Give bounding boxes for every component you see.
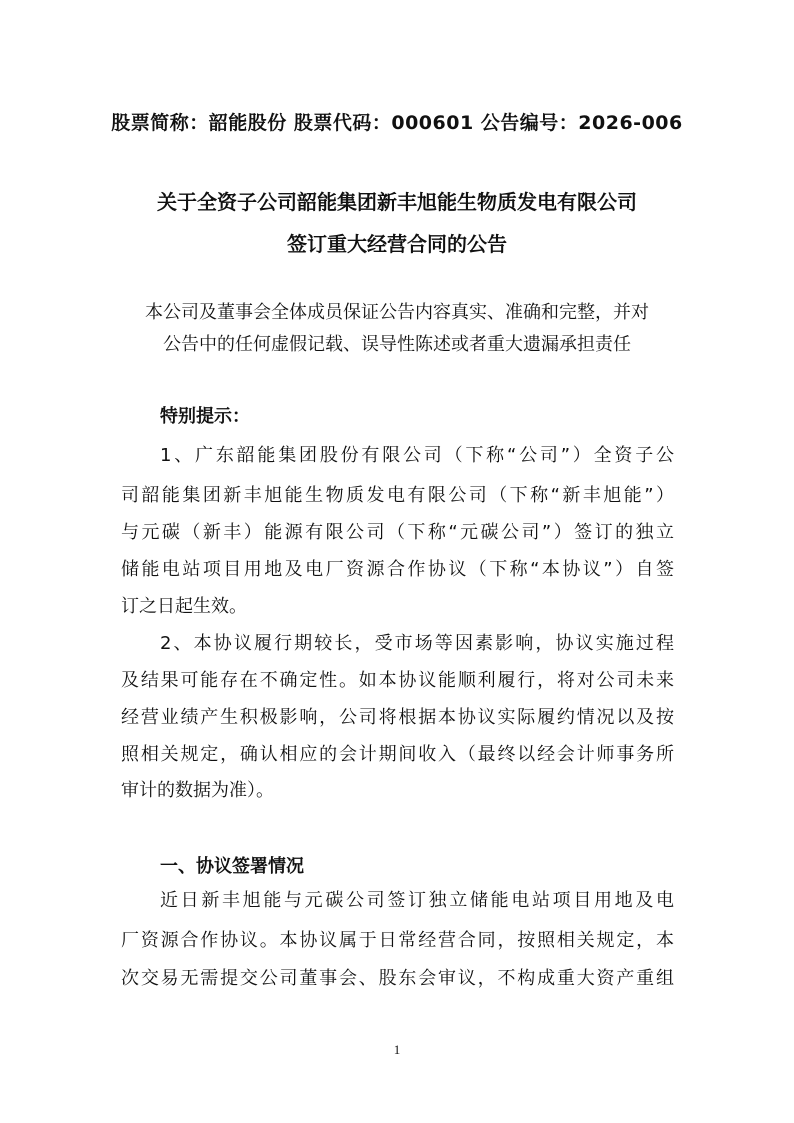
notice-item1-line: 1、广东韶能集团股份有限公司（下称“公司”）全资子公 <box>160 445 674 466</box>
notice-item2-line: 经营业绩产生积极影响，公司将根据本协议实际履约情况以及按 <box>121 707 674 728</box>
section1-paragraph-line: 次交易无需提交公司董事会、股东会审议，不构成重大资产重组 <box>121 968 674 989</box>
section1-paragraph-line: 近日新丰旭能与元碳公司签订独立储能电站项目用地及电 <box>160 890 674 911</box>
section1-heading: 一、协议签署情况 <box>160 856 304 877</box>
notice-item1-line: 订之日起生效。 <box>121 596 247 617</box>
special-notice-heading: 特别提示： <box>160 406 250 427</box>
announcement-title-line-2: 签订重大经营合同的公告 <box>287 232 507 256</box>
notice-item2-line: 审计的数据为准）。 <box>121 780 274 801</box>
section1-paragraph-line: 厂资源合作协议。本协议属于日常经营合同，按照相关规定，本 <box>121 930 674 951</box>
page-number: 1 <box>393 1042 401 1057</box>
notice-item2-line: 2、本协议履行期较长，受市场等因素影响，协议实施过程 <box>160 633 674 654</box>
announcement-title-line-1: 关于全资子公司韶能集团新丰旭能生物质发电有限公司 <box>157 190 637 214</box>
notice-item1-line: 储能电站项目用地及电厂资源合作协议（下称“本协议”）自签 <box>121 559 674 580</box>
notice-item1-line: 司韶能集团新丰旭能生物质发电有限公司（下称“新丰旭能”） <box>121 485 674 506</box>
notice-item2-line: 照相关规定，确认相应的会计期间收入（最终以经会计师事务所 <box>121 744 674 765</box>
disclaimer-line-1: 本公司及董事会全体成员保证公告内容真实、准确和完整，并对 <box>145 302 649 323</box>
notice-item1-line: 与元碳（新丰）能源有限公司（下称“元碳公司”）签订的独立 <box>121 522 674 543</box>
stock-info-header: 股票简称：韶能股份 股票代码：000601 公告编号：2026-006 <box>111 112 683 134</box>
notice-item2-line: 及结果可能存在不确定性。如本协议能顺利履行，将对公司未来 <box>121 670 674 691</box>
disclaimer-line-2: 公告中的任何虚假记载、误导性陈述或者重大遗漏承担责任 <box>163 334 631 355</box>
